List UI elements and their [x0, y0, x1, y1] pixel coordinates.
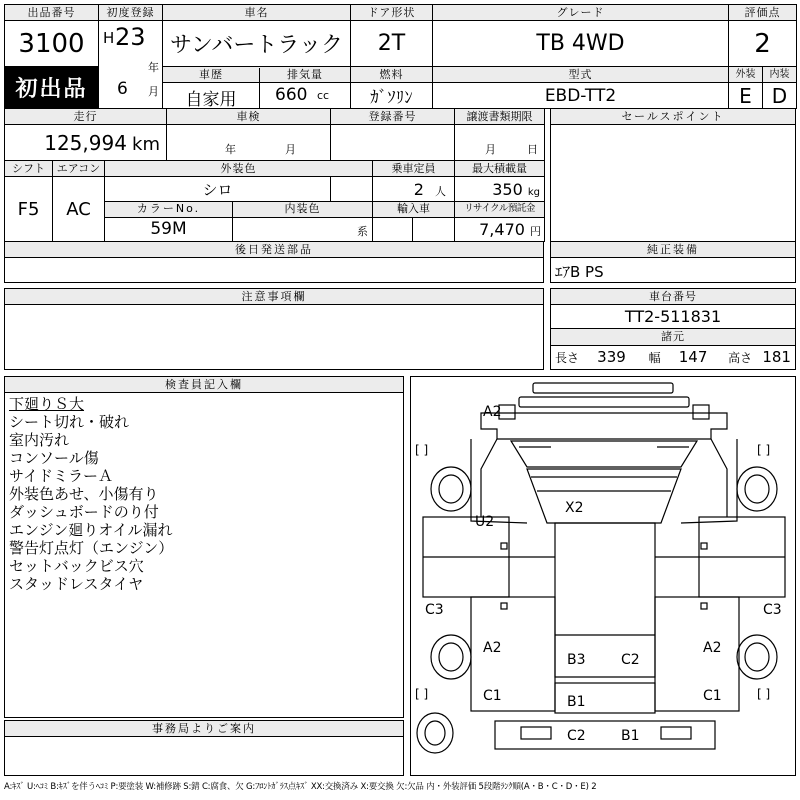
transfer-deadline — [455, 125, 545, 161]
insp-year-unit: 年 — [225, 143, 237, 157]
note-item: スタッドレスタイヤ — [9, 575, 144, 593]
intcolor-label: 内装色 — [233, 201, 373, 217]
mark-bumper-c2: C2 — [567, 728, 586, 744]
mark-right-c3: C3 — [763, 602, 782, 618]
note-item: 下廻りＳ大 — [9, 395, 85, 413]
shift: F5 — [5, 177, 53, 242]
width: 147 — [678, 348, 708, 367]
insp-month-unit: 月 — [285, 143, 297, 157]
disp-label: 排気量 — [259, 68, 350, 82]
note-item: エンジン廻りオイル漏れ — [9, 521, 173, 539]
later-parts-box — [4, 241, 544, 283]
height: 181 — [762, 348, 791, 367]
length: 339 — [597, 348, 626, 367]
import-a — [373, 217, 413, 241]
mileage-unit: km — [132, 133, 161, 155]
car-name-label: 車名 — [163, 5, 351, 21]
height-label: 高さ — [728, 351, 753, 366]
reg-year: 23 — [115, 23, 146, 51]
dims-label: 諸元 — [551, 329, 796, 345]
truck-outline — [411, 377, 796, 776]
chassis-number: TT2-511831 — [551, 305, 796, 329]
transfer-month-unit: 月 — [485, 143, 497, 157]
air-conditioner: AC — [53, 177, 105, 242]
bracket-left-front: [ ] — [415, 443, 429, 457]
grade-label: グレード — [433, 5, 729, 21]
recycle-unit: 円 — [530, 224, 542, 238]
mark-center-x2: X2 — [565, 500, 584, 516]
color-extra — [331, 177, 373, 201]
mark-bed-c2: C2 — [621, 652, 640, 668]
vehicle-diagram — [410, 376, 796, 776]
ac-label: エアコン — [53, 161, 105, 177]
era: H — [103, 29, 115, 47]
note-item: 警告灯点灯（エンジン） — [9, 539, 174, 557]
recycle-fee — [455, 217, 545, 241]
later-parts-label: 後日発送部品 — [5, 242, 543, 258]
genuine-label: 純正装備 — [551, 242, 795, 258]
capacity-value: 2 — [413, 179, 424, 199]
max-load — [455, 177, 545, 201]
specs-table — [4, 108, 545, 242]
caution-box — [4, 288, 544, 370]
inspector-label: 検査員記入欄 — [5, 377, 403, 393]
capacity — [373, 177, 455, 201]
score: 2 — [729, 21, 797, 67]
lot-number: 3100 — [5, 21, 99, 67]
reg-month: 6 — [117, 79, 128, 99]
mileage-value: 125,994 — [44, 130, 127, 155]
exterior-color: シロ — [105, 177, 331, 201]
chassis-table — [550, 288, 796, 370]
fuel: ｶﾞｿﾘﾝ — [351, 83, 433, 109]
door-type: 2T — [351, 21, 433, 67]
note-item: 外装色あせ、小傷有り — [9, 485, 159, 503]
note-item: サイドミラーＡ — [9, 467, 113, 485]
color-label: 外装色 — [105, 161, 373, 177]
legend: A:ｷｽﾞ U:ﾍｺﾐ B:ｷｽﾞを伴うﾍｺﾐ P:要塗装 W:補修跡 S:錆 C:腐食、欠 G:ﾌﾛﾝﾄｶﾞﾗｽ点ｷｽﾞ XX:交換済み X:要交換 欠:欠品 内・外装評価 5段階ﾗﾝｸ順(A・B・C・D・E) 2 — [4, 782, 597, 792]
recycle-value: 7,470 — [479, 219, 525, 239]
capacity-label: 乗車定員 — [373, 161, 455, 177]
lot-label: 出品番号 — [5, 5, 99, 21]
grade: TB 4WD — [433, 21, 729, 67]
mileage — [5, 125, 167, 161]
vehicle-header-table — [4, 4, 797, 109]
length-label: 長さ — [555, 351, 580, 366]
genuine-value: ｴｱB PS — [555, 263, 604, 281]
width-label: 幅 — [648, 351, 661, 366]
mark-bed-u2: U2 — [475, 514, 495, 530]
import-label: 輸入車 — [373, 201, 455, 217]
transfer-day-unit: 日 — [527, 143, 539, 157]
interior-color — [233, 217, 373, 241]
first-reg-label: 初度登録 — [99, 5, 163, 21]
inspector-notes-box — [4, 376, 404, 718]
load-label: 最大積載量 — [455, 161, 545, 177]
note-item: シート切れ・破れ — [9, 413, 130, 431]
regno-label: 登録番号 — [331, 109, 455, 125]
inspector-notes-list — [5, 393, 403, 595]
disp-unit: cc — [317, 89, 330, 102]
model-code: EBD-TT2 — [433, 83, 729, 109]
note-item: セットバックビス穴 — [9, 557, 144, 575]
mileage-label: 走行 — [5, 109, 167, 125]
color-number: 59M — [105, 217, 233, 241]
inspection-date — [167, 125, 331, 161]
history-label: 車歴 — [199, 68, 223, 81]
dimensions — [551, 345, 796, 369]
int-rating: D — [763, 83, 797, 109]
sales-points-label: セールスポイント — [551, 109, 795, 125]
colorno-label: カラーNo. — [105, 201, 233, 217]
first-listing-badge: 初出品 — [5, 67, 99, 109]
mark-left-a2: A2 — [483, 640, 502, 656]
bracket-left-rear: [ ] — [415, 687, 429, 701]
door-label: ドア形状 — [351, 5, 433, 21]
bracket-right-rear: [ ] — [757, 687, 771, 701]
office-label: 事務局よりご案内 — [5, 721, 403, 737]
mark-top-a2: A2 — [483, 404, 502, 420]
capacity-unit: 人 — [435, 184, 447, 198]
mark-left-c3: C3 — [425, 602, 444, 618]
ext-rating: E — [729, 83, 763, 109]
history-disp-values — [163, 83, 351, 109]
mark-rear-b1: B1 — [567, 694, 586, 710]
mark-bed-b3: B3 — [567, 652, 586, 668]
mark-right-c1: C1 — [703, 688, 722, 704]
load-unit: kg — [527, 186, 541, 198]
genuine-equipment-box — [550, 241, 796, 283]
year-unit: 年 — [148, 61, 159, 74]
chassis-label: 車台番号 — [551, 289, 796, 305]
intcolor-unit: 系 — [357, 224, 369, 238]
note-item: コンソール傷 — [9, 449, 99, 467]
registration-number — [331, 125, 455, 161]
fuel-label: 燃料 — [351, 67, 433, 83]
score-label: 評価点 — [729, 5, 797, 21]
shift-label: シフト — [5, 161, 53, 177]
mark-bumper-b1: B1 — [621, 728, 640, 744]
load-value: 350 — [492, 179, 523, 199]
bracket-right-front: [ ] — [757, 443, 771, 457]
first-registration — [99, 21, 163, 109]
office-notice-box — [4, 720, 404, 776]
car-name: サンバートラック — [163, 21, 351, 67]
mark-right-a2: A2 — [703, 640, 722, 656]
mark-left-c1: C1 — [483, 688, 502, 704]
note-item: ダッシュボードのり付 — [9, 503, 159, 521]
displacement: 660 — [275, 85, 308, 105]
month-unit: 月 — [148, 85, 159, 98]
import-b — [413, 217, 455, 241]
history: 自家用 — [185, 90, 237, 109]
transfer-label: 譲渡書類期限 — [455, 109, 545, 125]
history-disp-header — [163, 67, 351, 83]
caution-label: 注意事項欄 — [5, 289, 543, 305]
sales-points-box — [550, 108, 796, 242]
recycle-label: リサイクル預託金 — [455, 201, 545, 217]
int-label: 内装 — [763, 67, 797, 83]
ext-label: 外装 — [729, 67, 763, 83]
note-item: 室内汚れ — [9, 431, 70, 449]
model-label: 型式 — [433, 67, 729, 83]
inspection-label: 車検 — [167, 109, 331, 125]
